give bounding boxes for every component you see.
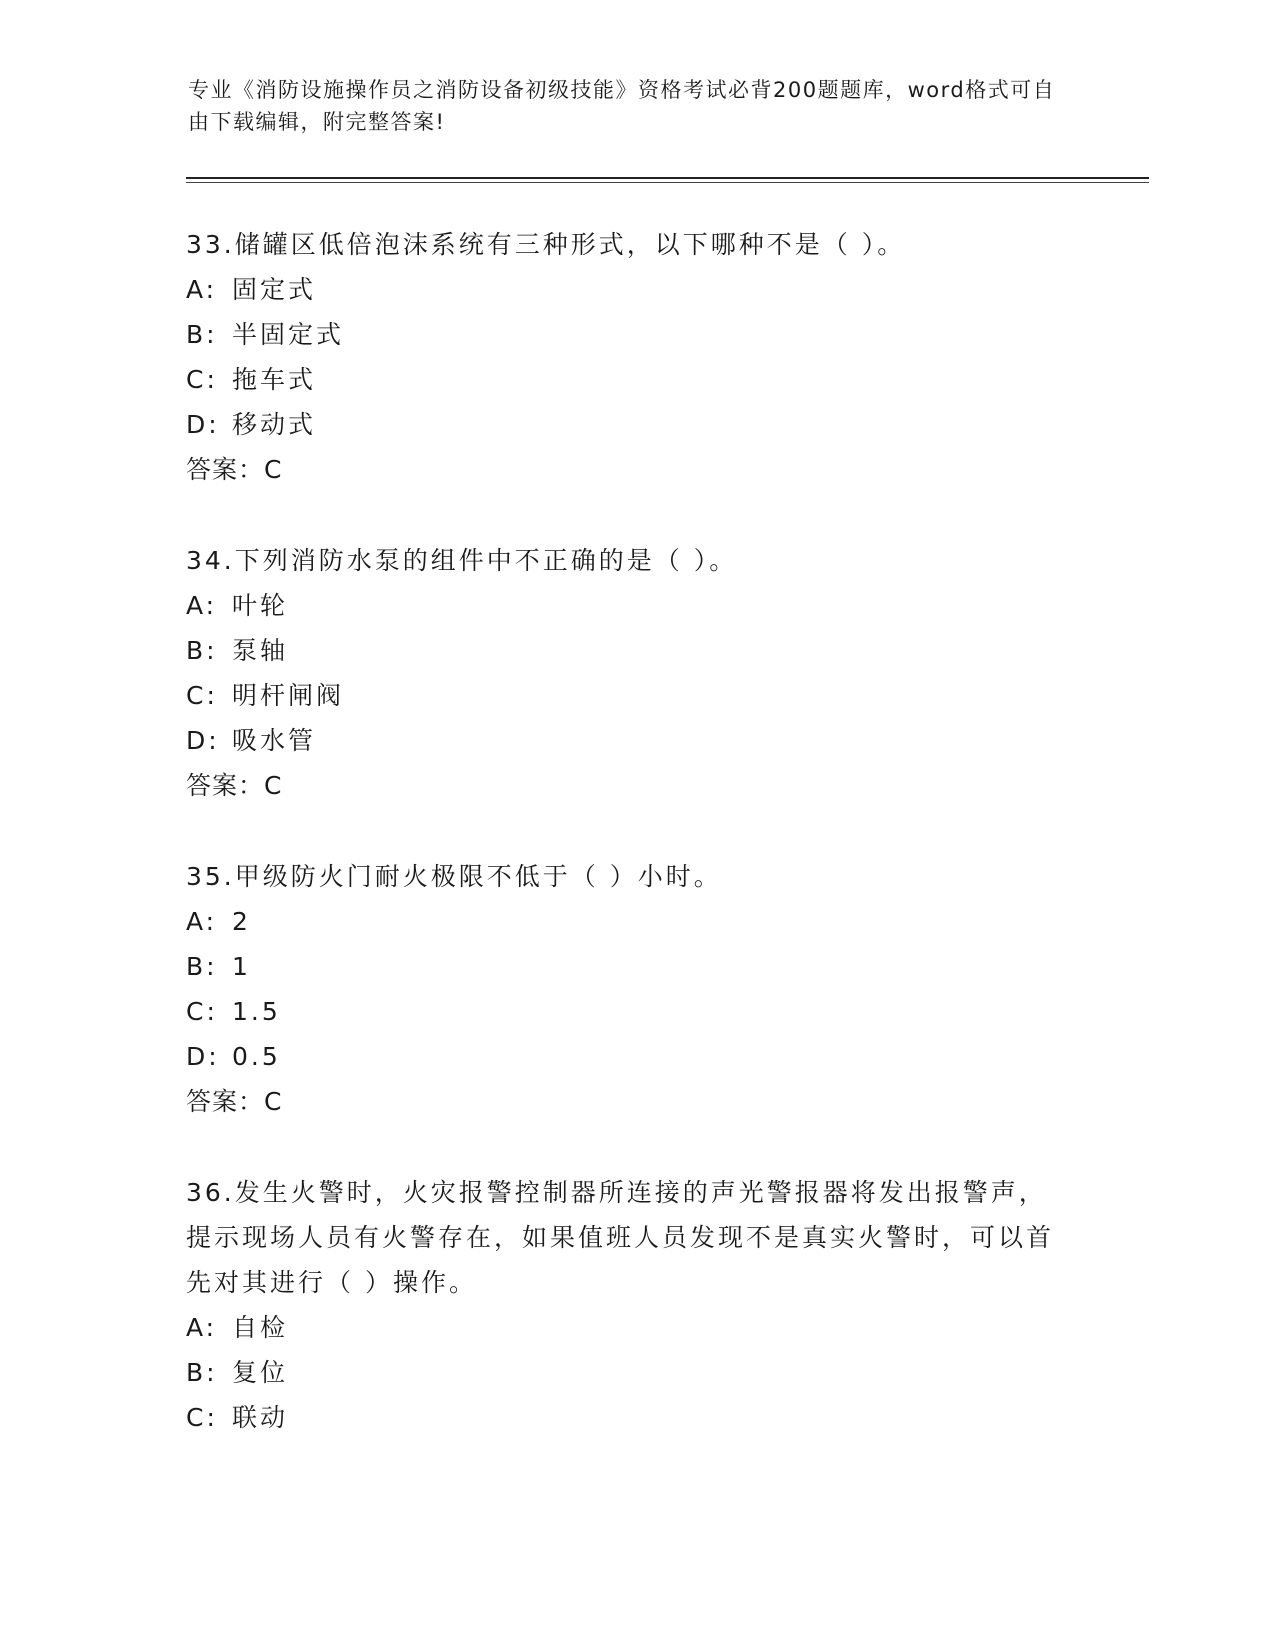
option-text: 叶轮 [232,591,289,620]
option-text: 复位 [232,1358,289,1387]
question-33 [186,222,1086,492]
option-a [186,583,1086,628]
option-key: D: [186,1042,220,1071]
option-text: 联动 [232,1403,289,1432]
option-key: B: [186,636,218,665]
option-d [186,402,1086,447]
option-b [186,1350,1066,1395]
option-key: D: [186,410,220,439]
question-stem: 36.发生火警时，火灾报警控制器所连接的声光警报器将发出报警声，提示现场人员有火警存在，如果值班人员发现不是真实火警时，可以首先对其进行（ ）操作。 [186,1178,1055,1297]
question-34 [186,538,1086,808]
option-text: 0.5 [232,1042,281,1071]
option-key: C: [186,681,218,710]
option-key: D: [186,726,220,755]
option-text: 吸水管 [232,726,317,755]
option-text: 自检 [232,1313,289,1342]
option-text: 1 [232,952,251,981]
option-text: 固定式 [232,275,317,304]
option-text: 移动式 [232,410,317,439]
question-stem: 33.储罐区低倍泡沫系统有三种形式，以下哪种不是（ ）。 [186,230,906,259]
option-text: 1.5 [232,997,281,1026]
option-c [186,989,1086,1034]
option-a [186,1305,1066,1350]
option-key: B: [186,1358,218,1387]
question-36 [186,1170,1066,1440]
option-key: A: [186,591,218,620]
question-stem: 35.甲级防火门耐火极限不低于（ ）小时。 [186,862,722,891]
option-c [186,673,1086,718]
answer-line: 答案：C [186,1087,283,1116]
option-key: A: [186,1313,218,1342]
option-text: 明杆闸阀 [232,681,345,710]
answer-line: 答案：C [186,455,283,484]
answer-line: 答案：C [186,771,283,800]
question-35 [186,854,1086,1124]
option-key: A: [186,275,218,304]
option-d [186,1034,1086,1079]
header-divider [186,177,1149,179]
option-b [186,312,1086,357]
option-c [186,357,1086,402]
option-b [186,628,1086,673]
option-text: 拖车式 [232,365,317,394]
option-a [186,899,1086,944]
question-stem: 34.下列消防水泵的组件中不正确的是（ ）。 [186,546,738,575]
option-key: C: [186,365,218,394]
option-d [186,718,1086,763]
option-key: C: [186,1403,218,1432]
header-divider-thin [186,182,1149,183]
option-b [186,944,1086,989]
option-text: 半固定式 [232,320,345,349]
document-header: 专业《消防设施操作员之消防设备初级技能》资格考试必背200题题库，word格式可自由下载编辑，附完整答案! [188,78,1056,134]
option-key: C: [186,997,218,1026]
option-text: 2 [232,907,251,936]
option-key: B: [186,952,218,981]
option-key: A: [186,907,218,936]
option-key: B: [186,320,218,349]
option-c [186,1395,1066,1440]
option-text: 泵轴 [232,636,289,665]
option-a [186,267,1086,312]
